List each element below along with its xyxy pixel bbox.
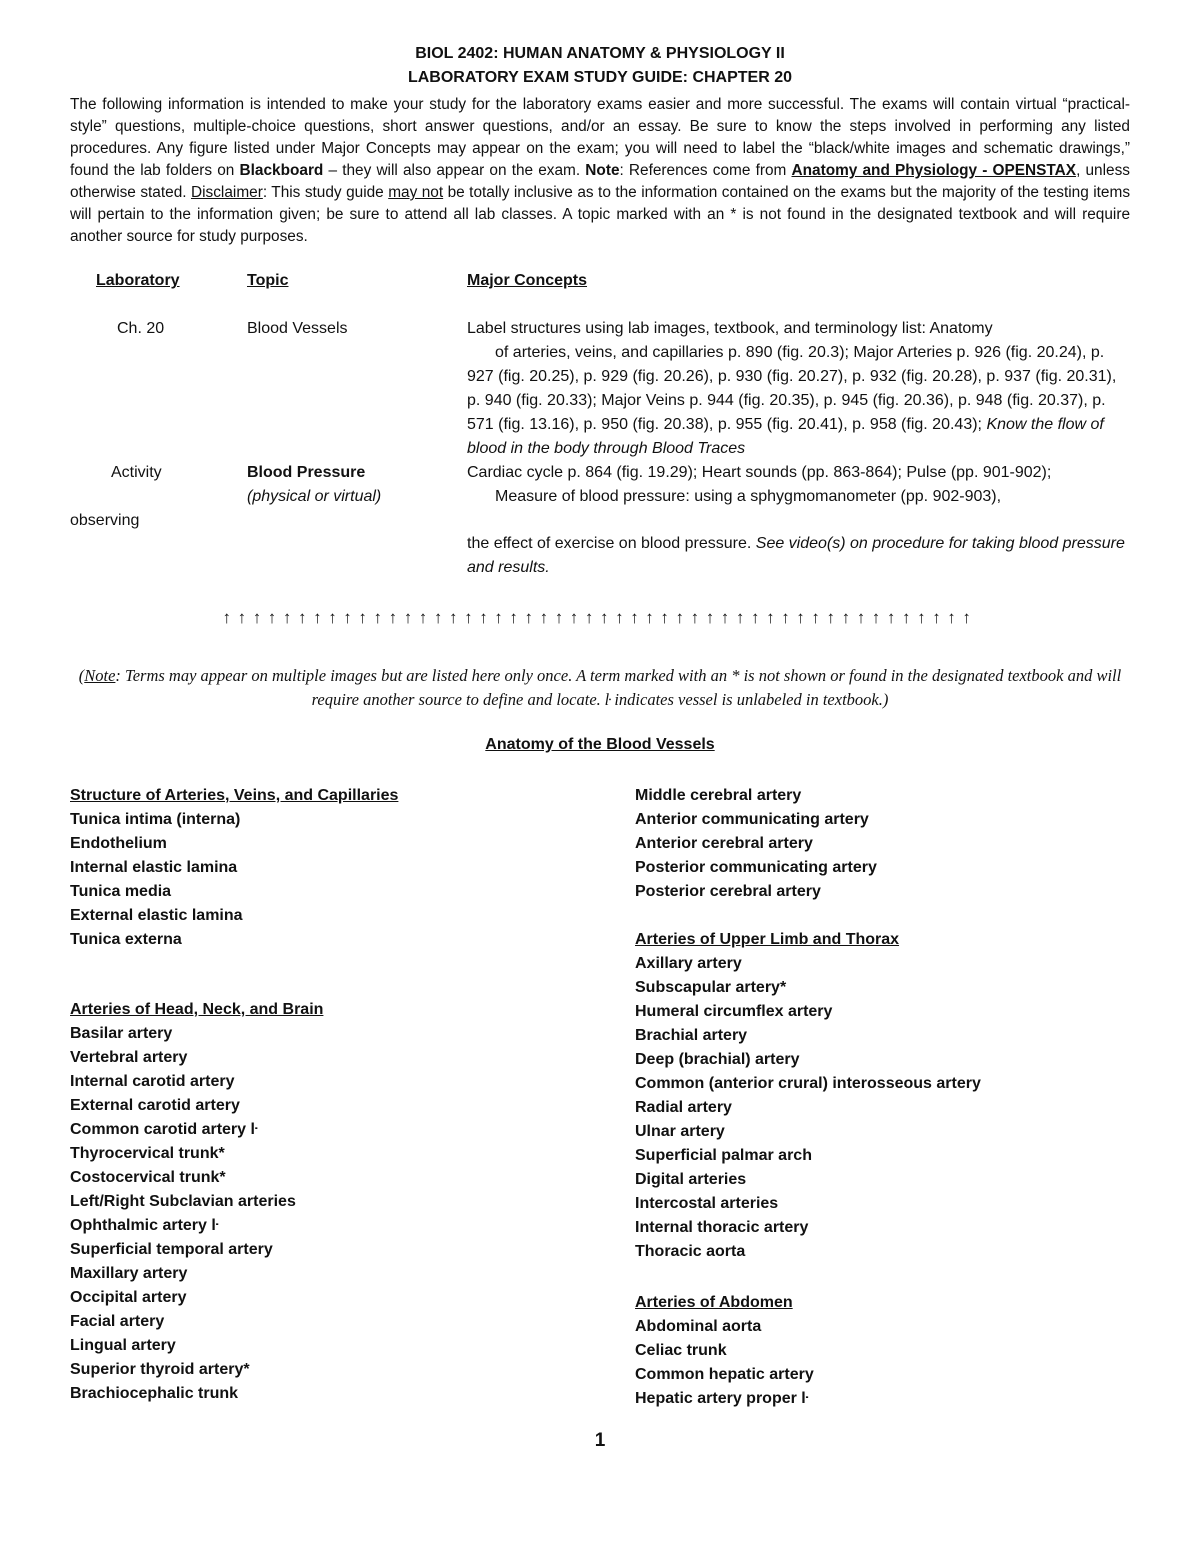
row1-concepts-line1: Label structures using lab images, textbook, and terminology list: Anatomy <box>467 320 993 337</box>
right-column <box>635 784 981 1411</box>
may-not-text: may not <box>388 184 444 201</box>
doc-title-course: BIOL 2402: HUMAN ANATOMY & PHYSIOLOGY II <box>415 45 785 62</box>
list-item: Humeral circumflex artery <box>635 1003 833 1020</box>
left-column <box>70 784 398 1406</box>
list-item: Tunica media <box>70 883 172 900</box>
list-item: Tunica intima (interna) <box>70 811 241 828</box>
textbook-title: Anatomy and Physiology - OPENSTAX <box>791 162 1077 179</box>
list-item: Superficial palmar arch <box>635 1147 812 1164</box>
intro-text: , unless otherwise stated. <box>70 162 1130 201</box>
list-item: External elastic lamina <box>70 907 243 924</box>
terms-note-text: : Terms may appear on multiple images but are listed here only once. A term marked with an * is not shown or found in the designated textbook and will require another source to define and locate. ŀ indicates vessel is unlabeled in textbook.) <box>115 666 1122 709</box>
row2-concepts-line2: Measure of blood pressure: using a sphygmomanometer (pp. 902-903), <box>495 488 1002 505</box>
list-item: Tunica externa <box>70 931 182 948</box>
list-item: Internal carotid artery <box>70 1073 235 1090</box>
header-topic: Topic <box>247 272 289 289</box>
list-item: Hepatic artery proper ŀ <box>635 1390 809 1407</box>
list-item: Thoracic aorta <box>635 1243 746 1260</box>
row1-concepts-body <box>467 341 1132 461</box>
header-laboratory: Laboratory <box>96 272 180 289</box>
row1-concepts-italic: Know the flow of blood in the body through Blood Traces <box>467 416 1104 457</box>
structure-heading: Structure of Arteries, Veins, and Capillaries <box>70 787 399 804</box>
list-item: Common (anterior crural) interosseous artery <box>635 1075 981 1092</box>
spacer <box>635 904 981 928</box>
row2-concepts-italic: See video(s) on procedure for taking blood pressure and results. <box>467 535 1125 576</box>
list-item: Maxillary artery <box>70 1265 188 1282</box>
list-item: Endothelium <box>70 835 167 852</box>
list-item: Superficial temporal artery <box>70 1241 273 1258</box>
row2-topic: Blood Pressure <box>247 464 366 481</box>
intro-text: – they will also appear on the exam. <box>323 162 586 179</box>
list-item: Brachiocephalic trunk <box>70 1385 239 1402</box>
list-item: Radial artery <box>635 1099 732 1116</box>
list-item: External carotid artery <box>70 1097 240 1114</box>
disclaimer-label: Disclaimer <box>191 184 263 201</box>
row2-observing: observing <box>70 512 140 529</box>
page-number: 1 <box>594 1430 606 1451</box>
list-item: Deep (brachial) artery <box>635 1051 800 1068</box>
row1-concepts <box>467 317 1132 461</box>
list-item: Ophthalmic artery ŀ <box>70 1217 220 1234</box>
list-item: Axillary artery <box>635 955 742 972</box>
row2-lab: Activity <box>111 464 162 481</box>
row1-concepts-text: of arteries, veins, and capillaries p. 890 (fig. 20.3); Major Arteries p. 926 (fig. 20.24), p. 927 (fig. 20.25), p. 929 (fig. 20.26), p. 930 (fig. 20.27), p. 932 (fig. 20.28), p. 937 (fig. 20.31), p. 940 (fig. 20.33); Major Veins p. 944 (fig. 20.35), p. 945 (fig. 20.36), p. 948 (fig. 20.37), p. 571 (fig. 13.16), p. 950 (fig. 20.38), p. 955 (fig. 20.41), p. 958 (fig. 20.43); <box>467 344 1117 433</box>
row1-lab: Ch. 20 <box>117 320 165 337</box>
list-item: Facial artery <box>70 1313 165 1330</box>
section-title: Anatomy of the Blood Vessels <box>485 736 715 753</box>
note-label: Note <box>585 162 620 179</box>
list-item: Lingual artery <box>70 1337 176 1354</box>
list-item: Intercostal arteries <box>635 1195 779 1212</box>
list-item: Middle cerebral artery <box>635 787 802 804</box>
intro-text: The following information is intended to make your study for the laboratory exams easier and more successful. The exams will contain virtual “practical-style” questions, multiple-choice questions, short answer questions, and/or an essay. Be sure to know the steps involved in performing any listed procedures. Any figure listed under Major Concepts may appear on the exam; you will need to label the “black/white images and schematic drawings,” found the lab folders on <box>70 96 1130 179</box>
list-item: Digital arteries <box>635 1171 747 1188</box>
row2-concepts-text: the effect of exercise on blood pressure. <box>467 535 756 552</box>
list-item: Celiac trunk <box>635 1342 727 1359</box>
row2-concepts-line1: Cardiac cycle p. 864 (fig. 19.29); Heart sounds (pp. 863-864); Pulse (pp. 901-902); <box>467 464 1052 481</box>
list-item: Occipital artery <box>70 1289 187 1306</box>
list-item: Left/Right Subclavian arteries <box>70 1193 296 1210</box>
row2-concepts-line3 <box>467 532 1132 580</box>
list-item: Subscapular artery* <box>635 979 787 996</box>
row1-topic: Blood Vessels <box>247 320 348 337</box>
list-item: Superior thyroid artery* <box>70 1361 250 1378</box>
intro-text: be totally inclusive as to the information contained on the exams but the majority of the testing items will pertain to the information given; be sure to attend all lab classes. A topic marked with an * is not found in the designated textbook and will require another source for study purposes. <box>70 184 1131 245</box>
list-item: Vertebral artery <box>70 1049 188 1066</box>
list-item: Internal thoracic artery <box>635 1219 809 1236</box>
list-item: Anterior cerebral artery <box>635 835 813 852</box>
header-major-concepts: Major Concepts <box>467 272 588 289</box>
list-item: Costocervical trunk* <box>70 1169 226 1186</box>
list-item: Common carotid artery ŀ <box>70 1121 259 1138</box>
blackboard-term: Blackboard <box>239 162 324 179</box>
intro-text: : References come from <box>619 162 792 179</box>
intro-text: : This study guide <box>262 184 389 201</box>
terms-note-label: Note <box>84 666 116 685</box>
head-neck-heading: Arteries of Head, Neck, and Brain <box>70 1001 324 1018</box>
list-item: Ulnar artery <box>635 1123 725 1140</box>
spacer <box>70 952 398 998</box>
list-item: Thyrocervical trunk* <box>70 1145 225 1162</box>
intro-paragraph <box>70 94 1130 248</box>
list-item: Posterior communicating artery <box>635 859 877 876</box>
list-item: Abdominal aorta <box>635 1318 762 1335</box>
row2-topic-sub: (physical or virtual) <box>247 488 382 505</box>
list-item: Basilar artery <box>70 1025 173 1042</box>
list-item: Brachial artery <box>635 1027 748 1044</box>
list-item: Anterior communicating artery <box>635 811 869 828</box>
upper-limb-heading: Arteries of Upper Limb and Thorax <box>635 931 900 948</box>
list-item: Common hepatic artery <box>635 1366 814 1383</box>
abdomen-heading: Arteries of Abdomen <box>635 1294 793 1311</box>
list-item: Posterior cerebral artery <box>635 883 821 900</box>
list-item: Internal elastic lamina <box>70 859 238 876</box>
terms-note: (Note: Terms may appear on multiple images but are listed here only once. A term marked with an * is not shown or found in the designated textbook and will require another source to define and locate. ŀ indicates vessel is unlabeled in textbook.) <box>78 666 1122 709</box>
arrow-divider: ↑↑↑↑↑↑↑↑↑↑↑↑↑↑↑↑↑↑↑↑↑↑↑↑↑↑↑↑↑↑↑↑↑↑↑↑↑↑↑↑↑↑↑↑↑↑↑↑↑↑ <box>222 608 978 627</box>
doc-title-guide: LABORATORY EXAM STUDY GUIDE: CHAPTER 20 <box>407 69 793 86</box>
spacer <box>635 1264 981 1291</box>
